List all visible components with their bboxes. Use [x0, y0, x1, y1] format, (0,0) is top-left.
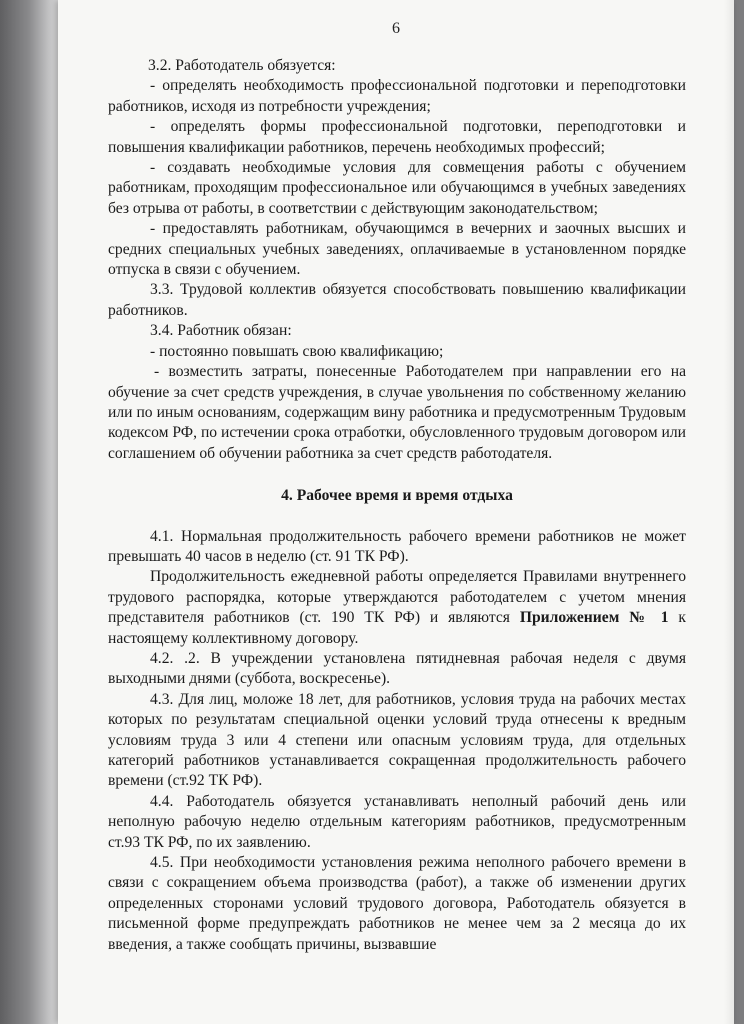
paragraph-3-2-item-4: - предоставлять работникам, обучающимся в вечерних и заочных высших и средних специальных учебных заведениях, оплачиваемые в установленном порядке отпуска в связи с обучением.	[108, 220, 686, 279]
paragraph-3-4-intro: 3.4. Работник обязан:	[150, 322, 292, 340]
paragraph-3-3: 3.3. Трудовой коллектив обязуется способствовать повышению квалификации работников.	[108, 281, 686, 319]
paragraph-4-2: 4.2. .2. В учреждении установлена пятидневная рабочая неделя с двумя выходными днями (суббота, воскресенье).	[108, 649, 686, 688]
paragraph-3-2-item-3: - создавать необходимые условия для совмещения работы с обучением работникам, проходящим профессиональное или обучающимся в учебных заведениях без отрыва от работы, в соответствии с действующим законодательством;	[108, 159, 686, 217]
paragraph-4-1: 4.1. Нормальная продолжительность рабочего времени работников не может превышать 40 часов в неделю (ст. 91 ТК РФ).	[108, 527, 686, 565]
document-page	[58, 0, 734, 1024]
paragraph-4-5: 4.5. При необходимости установления режима неполного рабочего времени в связи с сокращением объема производства (работ), а также об изменении других определенных сторонами условий трудового договора, Работодатель обязуется в письменной форме предупреждать работников не менее чем за 2 месяца до их введения, а также сообщать причины, вызвавшие	[108, 854, 686, 953]
paragraph-3-4-item-2: - возместить затраты, понесенные Работодателем при направлении его на обучение за счет средств учреждения, в случае увольнения по собственному желанию или по иным основаниям, содержащим вину работника и предусмотренным Трудовым кодексом РФ, по истечении срока отработки, обусловленного трудовым договором или соглашением об обучении работника за счет средств работодателя.	[108, 363, 686, 462]
book-binding-shadow	[0, 0, 64, 1024]
paragraph-3-2-item-1: - определять необходимость профессиональной подготовки и переподготовки работников, исходя из потребности учреждения;	[108, 77, 686, 115]
paragraph-4-1-continued-tail: к настоящему коллективному договору.	[108, 609, 686, 647]
page-edge	[724, 0, 734, 1024]
paragraph-4-4: 4.4. Работодатель обязуется устанавливать неполный рабочий день или неполную рабочую неделю отдельным категориям работников, предусмотренным ст.93 ТК РФ, по их заявлению.	[108, 792, 686, 851]
paragraph-3-2-item-2: - определять формы профессиональной подготовки, переподготовки и повышения квалификации работников, перечень необходимых профессий;	[108, 118, 686, 156]
paragraph-4-1-continued-text: Продолжительность ежедневной работы определяется Правилами внутреннего трудового распорядка, которые утверждаются работодателем с учетом мнения представителя работников (ст. 190 ТК РФ) и являются	[108, 568, 686, 627]
appendix-1-reference: Приложением № 1	[519, 609, 669, 627]
paragraph-4-1-continued	[108, 567, 686, 649]
page-number: 6	[392, 20, 400, 37]
paragraph-3-4-item-1: - постоянно повышать свою квалификацию;	[150, 342, 444, 360]
paragraph-3-2-intro: 3.2. Работодатель обязуется:	[148, 57, 336, 74]
paragraph-4-3: 4.3. Для лиц, моложе 18 лет, для работников, условия труда на рабочих местах которых по результатам специальной оценки условий труда отнесены к вредным условиям труда 3 или 4 степени или опасным условиям труда, для отдельных категорий работников устанавливается сокращенная продолжительность рабочего времени (ст.92 ТК РФ).	[108, 690, 686, 790]
section-4-heading: 4. Рабочее время и время отдыха	[281, 487, 513, 505]
document-body	[108, 56, 686, 955]
